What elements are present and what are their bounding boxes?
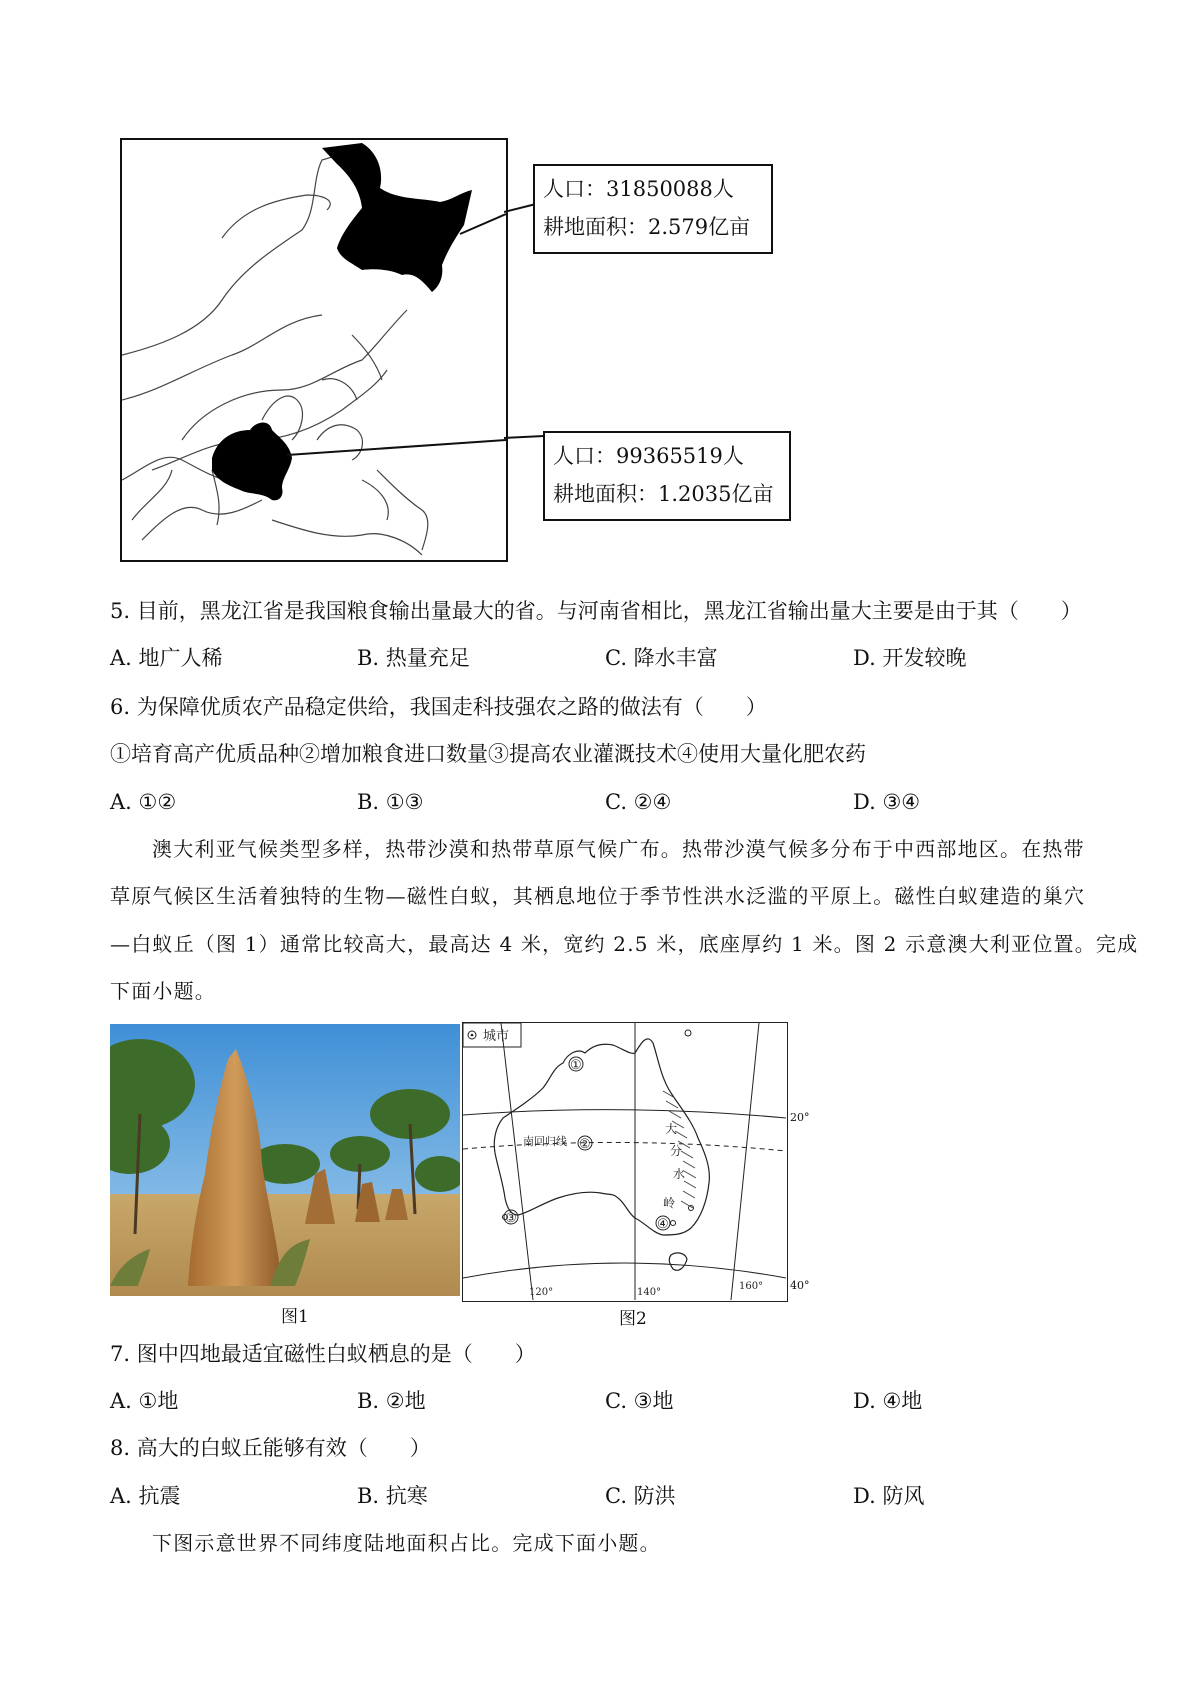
passage-line-2: 草原气候区生活着独特的生物—磁性白蚁，其栖息地位于季节性洪水泛滥的平原上。磁性白蚁建造的巢穴 [110, 884, 1086, 908]
range-char-2: 分 [670, 1144, 683, 1158]
q8-option-d: D. 防风 [853, 1484, 925, 1508]
range-char-3: 水 [673, 1167, 686, 1181]
australia-map-figure [462, 1022, 788, 1302]
q6-option-a: A. ①② [110, 790, 177, 814]
lon-140-label: 140° [637, 1287, 662, 1298]
q7-option-c: C. ③地 [605, 1389, 674, 1413]
heilongjiang-population: 人口：31850088人 [543, 177, 734, 201]
tropic-label: 南回归线 [523, 1135, 567, 1148]
china-map-figure [120, 138, 508, 562]
q6-option-b: B. ①③ [357, 790, 424, 814]
heilongjiang-info-box [533, 164, 773, 254]
q5-option-b: B. 热量充足 [357, 646, 470, 670]
question-6-stem: 6. 为保障优质农产品稳定供给，我国走科技强农之路的做法有（ ） [110, 695, 767, 719]
range-char-1: 大 [665, 1122, 678, 1136]
lon-120-label: 120° [529, 1287, 554, 1298]
lon-160-label: 160° [739, 1281, 764, 1292]
fig2-caption: 图2 [619, 1309, 647, 1329]
passage-line-4: 下面小题。 [110, 979, 216, 1003]
question-5-stem: 5. 目前，黑龙江省是我国粮食输出量最大的省。与河南省相比，黑龙江省输出量大主要是由于其（ ） [110, 599, 1082, 623]
point-4: ④ [657, 1217, 669, 1232]
passage-line-1: 澳大利亚气候类型多样，热带沙漠和热带草原气候广布。热带沙漠气候多分布于中西部地区。在热带 [152, 837, 1085, 861]
lat-20-label: 20° [790, 1111, 810, 1124]
china-northeast-map [122, 140, 506, 560]
henan-farmland: 耕地面积：1.2035亿亩 [553, 482, 774, 506]
heilongjiang-farmland: 耕地面积：2.579亿亩 [543, 215, 751, 239]
q6-option-d: D. ③④ [853, 790, 921, 814]
closing-instruction: 下图示意世界不同纬度陆地面积占比。完成下面小题。 [152, 1531, 661, 1555]
point-1: ① [570, 1058, 582, 1073]
passage-line-3: —白蚁丘（图 1）通常比较高大，最高达 4 米，宽约 2.5 米，底座厚约 1 米。图 2 示意澳大利亚位置。完成 [110, 932, 1139, 956]
q8-option-b: B. 抗寒 [357, 1484, 428, 1508]
henan-population: 人口：99365519人 [553, 444, 744, 468]
heilongjiang-province [322, 143, 472, 292]
q8-option-a: A. 抗震 [110, 1484, 181, 1508]
question-6-statement: ①培育高产优质品种②增加粮食进口数量③提高农业灌溉技术④使用大量化肥农药 [110, 742, 866, 766]
henan-info-box [543, 431, 791, 521]
q7-option-a: A. ①地 [110, 1389, 179, 1413]
point-2: ② [579, 1137, 591, 1152]
point-3: ③ [505, 1211, 517, 1226]
legend-city-label: 城市 [483, 1029, 510, 1044]
lat-40-label: 40° [790, 1279, 810, 1292]
termite-mound-photo [110, 1024, 460, 1296]
q7-option-b: B. ②地 [357, 1389, 426, 1413]
q6-option-c: C. ②④ [605, 790, 672, 814]
range-char-4: 岭 [663, 1196, 676, 1210]
q5-option-a: A. 地广人稀 [110, 646, 223, 670]
henan-province [212, 423, 292, 501]
question-7-stem: 7. 图中四地最适宜磁性白蚁栖息的是（ ） [110, 1342, 536, 1366]
question-8-stem: 8. 高大的白蚁丘能够有效（ ） [110, 1436, 431, 1460]
q7-option-d: D. ④地 [853, 1389, 923, 1413]
q8-option-c: C. 防洪 [605, 1484, 676, 1508]
q5-option-d: D. 开发较晚 [853, 646, 967, 670]
fig1-caption: 图1 [281, 1307, 309, 1327]
q5-option-c: C. 降水丰富 [605, 646, 718, 670]
